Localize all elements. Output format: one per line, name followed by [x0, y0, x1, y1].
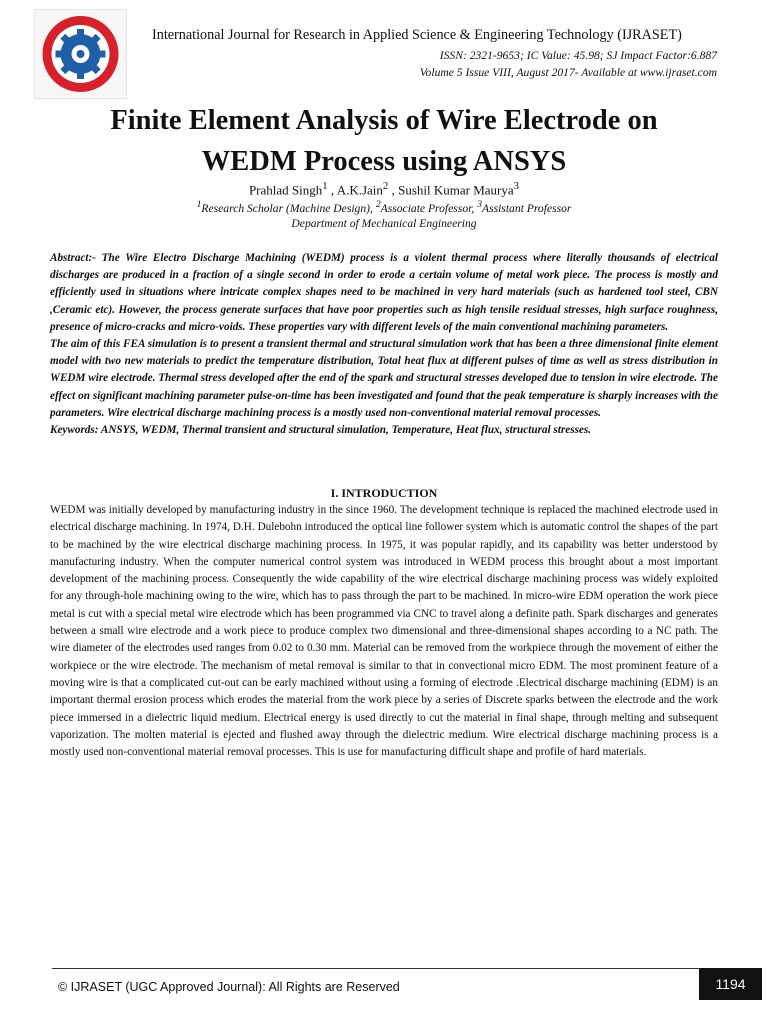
gear-logo-icon [35, 10, 126, 98]
title-line-1: Finite Element Analysis of Wire Electrode on [110, 105, 658, 136]
affil-2: Associate Professor, [380, 201, 478, 215]
author-2-sup: 2 [382, 180, 389, 192]
author-2: , A.K.Jain [327, 182, 383, 198]
volume-info: Volume 5 Issue VIII, August 2017- Available at www.ijraset.com [419, 66, 717, 79]
journal-logo [34, 9, 127, 99]
copyright-notice: © IJRASET (UGC Approved Journal): All Rights are Reserved [58, 980, 400, 994]
page-number: 1194 [699, 968, 762, 1000]
abstract-paragraph-2: The aim of this FEA simulation is to present a transient thermal and structural simulation work that has been a three dimensional finite element model with two new materials to predict the temperature distribution, Total heat flux at different pulses of time as well as stress distribution in WEDM wire electrode. Thermal stress developed after the end of the spark and structural stresses developed due to tension in wire electrode. The effect on significant machining parameter pulse-on-time has been investigated and found that the peak temperature is sharply increases with the parameters. Wire electrical discharge machining process is a mostly used non-conventional material removal processes. [50, 338, 718, 419]
keywords: Keywords: ANSYS, WEDM, Thermal transient and structural simulation, Temperature, Heat flux, structural stresses. [50, 424, 592, 437]
author-1: Prahlad Singh [248, 182, 323, 198]
affil-3: Assistant Professor [481, 201, 572, 215]
department: Department of Mechanical Engineering [291, 217, 477, 230]
affil-sup-2: 2 [375, 199, 381, 210]
section-heading-introduction: I. INTRODUCTION [330, 486, 438, 500]
authors [0, 180, 768, 198]
abstract-paragraph-1: Abstract:- The Wire Electro Discharge Machining (WEDM) process is a violent thermal process where literally thousands of electrical discharges are produced in a fraction of a single second in order to erode a certain volume of metal work piece. The process is mostly and efficiently used in situations where intricate complex shapes need to be machined in very hard materials (such as hardened tool steel, CBN ,Ceramic etc). However, the process generate surfaces that have poor properties such as high tensile residual stresses, high surface roughness, presence of micro-cracks and micro-voids. These properties vary with different levels of the main conventional machining parameters. [50, 252, 718, 333]
affil-1: Research Scholar (Machine Design), [201, 201, 376, 215]
author-1-sup: 1 [322, 180, 328, 192]
affil-sup-3: 3 [477, 199, 482, 210]
introduction-body: WEDM was initially developed by manufacturing industry in the since 1960. The development technique is replaced the machined electrode used in electrical discharge machining. In 1974, D.H. Dulebohn introduced the optical line follower system which is automatic control the shapes of the part to be machined by the wire electrical discharge machining process. In 1975, it was popular rapidly, and its capability was better understood by manufacturing industry. When the computer numerical control system was introduced in WEDM process this brought about a most important development of the machining process. Consequently the wide capability of the wire electrical discharge machining process was widely exploited for any through-hole machining owing to the wire, which has to pass through the part to be machined. In micro-wire EDM operation the work piece metal is cut with a special metal wire electrode which has been programmed via CNC to travel along a definite path. Spark discharges and generates between a small wire electrode and a work piece to produce complex two dimensional and three-dimensional shapes according to a NC path. The wire diameter of the electrodes used ranges from 0.02 to 0.30 mm. Material can be removed from the workpiece through the movement of either the workpiece or the wire electrode. The mechanism of metal removal is similar to that in convectional micro EDM. The most prominent feature of a moving wire is that a complicated cut-out can be early machined without using a forming of electrode .Electrical discharge machining (EDM) is an important thermal erosion process which erodes the material from the work piece by a series of Discrete sparks between the electrode and the work piece immersed in a dielectric liquid medium. Electrical energy is used directly to cut the material in final shape, through melting and subsequent vaporization. The molten material is ejected and flushed away through the dielectric medium. Wire electrical discharge machining process is a mostly used non-conventional material removal processes. This is use for manufacturing difficult shape and profile of hard materials. [50, 504, 718, 759]
abstract [50, 250, 718, 439]
affil-sup-1: 1 [196, 199, 202, 210]
issn-info: ISSN: 2321-9653; IC Value: 45.98; SJ Impact Factor:6.887 [439, 49, 717, 62]
author-3-sup: 3 [513, 180, 520, 192]
paper-title [40, 100, 728, 182]
journal-name: International Journal for Research in Applied Science & Engineering Technology (IJRASET) [152, 27, 682, 43]
affiliations [0, 199, 768, 215]
footer-divider [52, 968, 702, 969]
author-3: , Sushil Kumar Maurya [388, 182, 514, 198]
title-line-2: WEDM Process using ANSYS [201, 146, 567, 177]
